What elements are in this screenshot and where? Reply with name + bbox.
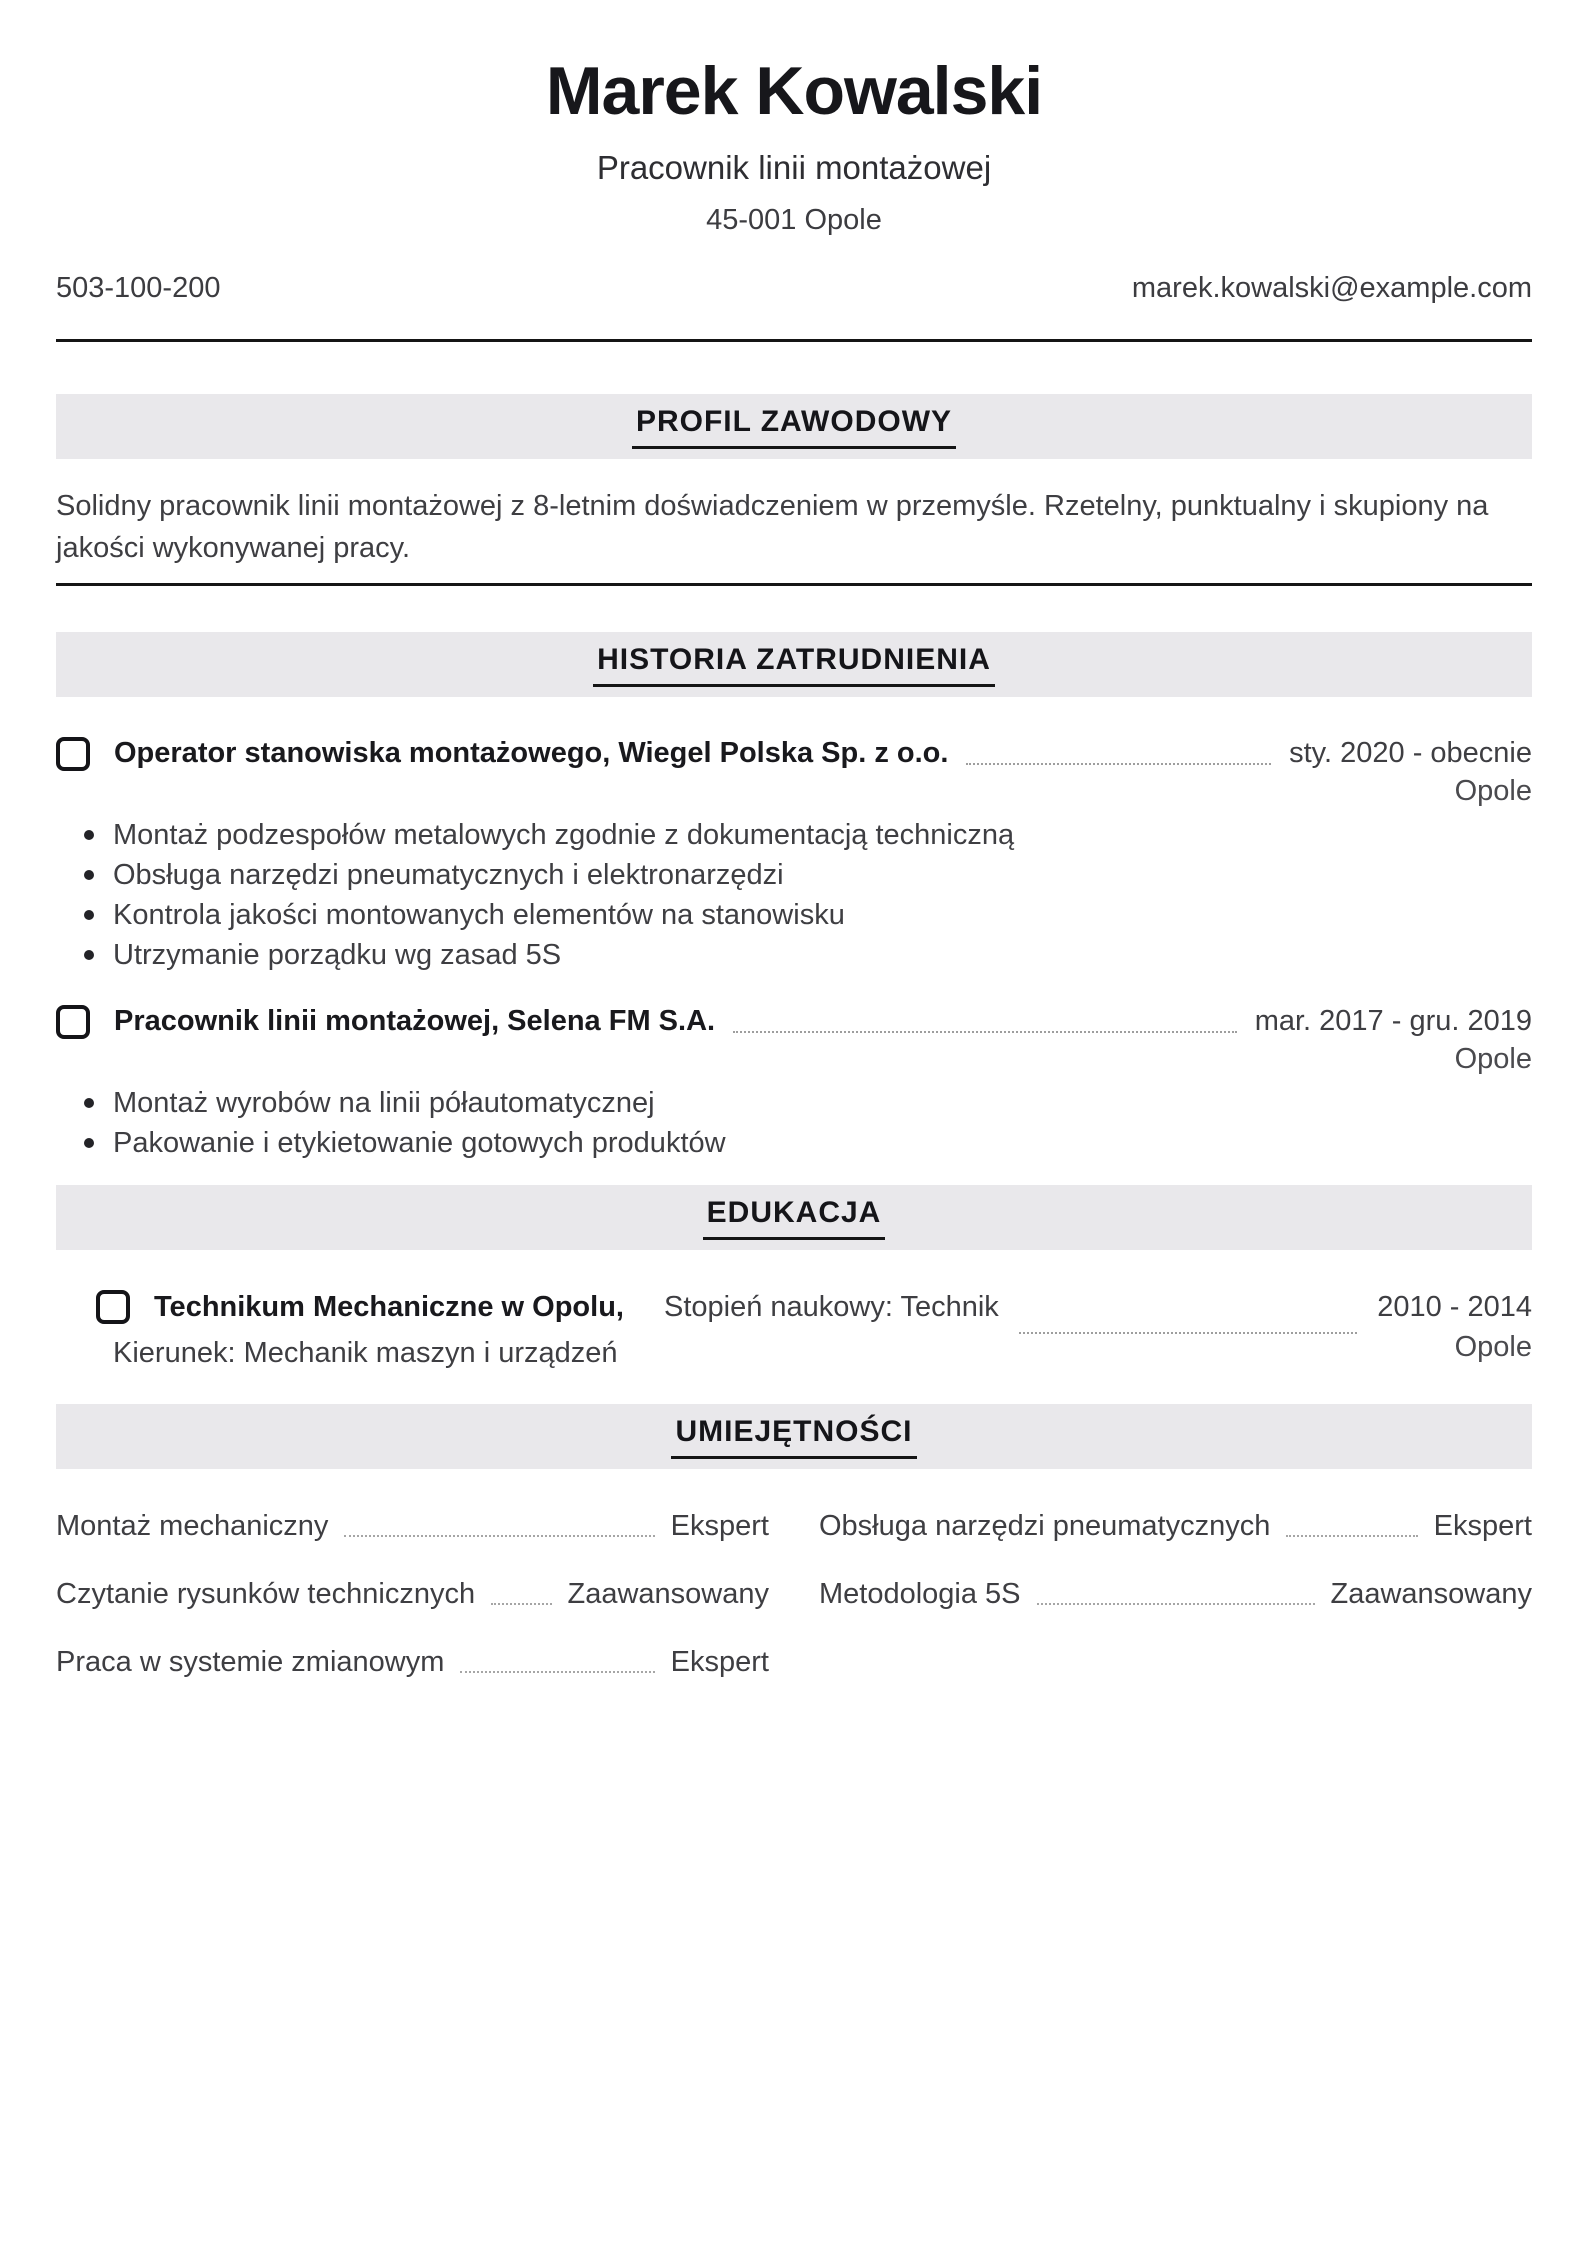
job-location: Opole	[1454, 1043, 1532, 1075]
section-bar-education	[56, 1185, 1532, 1250]
list-item	[56, 895, 1532, 935]
skills-column-right	[819, 1507, 1532, 1711]
candidate-name: Marek Kowalski	[545, 53, 1043, 129]
skill-row	[56, 1507, 769, 1545]
skill-level: Zaawansowany	[567, 1578, 769, 1610]
dotted-leader	[1019, 1288, 1357, 1334]
bullet-icon	[84, 870, 94, 880]
education-school: Technikum Mechaniczne w Opolu,	[154, 1291, 624, 1323]
education-degree: Stopień naukowy: Technik	[664, 1291, 999, 1323]
education-field: Kierunek: Mechanik maszyn i urządzeń	[113, 1337, 618, 1369]
job-dates: sty. 2020 - obecnie	[1289, 737, 1532, 769]
profile-divider	[56, 583, 1532, 586]
checkbox-icon	[56, 737, 90, 771]
bullet-text: Kontrola jakości montowanych elementów na stanowisku	[113, 899, 845, 931]
bullet-text: Obsługa narzędzi pneumatycznych i elektronarzędzi	[113, 859, 784, 891]
job-entry	[56, 1003, 1532, 1163]
contact-row	[56, 269, 1532, 307]
bullet-icon	[84, 950, 94, 960]
phone-number: 503-100-200	[56, 272, 221, 304]
bullet-icon	[84, 910, 94, 920]
profile-summary: Solidny pracownik linii montażowej z 8-letnim doświadczeniem w przemyśle. Rzetelny, punktualny i skupiony na jakości wykonywanej pracy.	[56, 490, 1489, 564]
skill-row	[56, 1643, 769, 1681]
education-main	[56, 1288, 656, 1372]
skill-name: Metodologia 5S	[819, 1578, 1021, 1610]
dotted-leader	[1286, 1507, 1417, 1537]
skill-level: Ekspert	[670, 1646, 769, 1678]
job-title: Operator stanowiska montażowego, Wiegel Polska Sp. z o.o.	[114, 737, 949, 769]
skill-row	[56, 1575, 769, 1613]
list-item	[56, 815, 1532, 855]
skill-name: Praca w systemie zmianowym	[56, 1646, 445, 1678]
education-location: Opole	[1454, 1331, 1532, 1363]
job-bullet-list	[56, 815, 1532, 975]
job-header	[56, 1003, 1532, 1039]
job-title: Pracownik linii montażowej, Selena FM S.A.	[114, 1005, 716, 1037]
section-title-employment: HISTORIA ZATRUDNIENIA	[593, 642, 995, 687]
skill-row	[819, 1507, 1532, 1545]
skill-level: Ekspert	[1433, 1510, 1532, 1542]
skill-name: Montaż mechaniczny	[56, 1510, 329, 1542]
dotted-leader	[344, 1507, 654, 1537]
skill-name: Czytanie rysunków technicznych	[56, 1578, 476, 1610]
candidate-location: 45-001 Opole	[706, 204, 882, 236]
job-location: Opole	[1454, 775, 1532, 807]
bullet-text: Montaż wyrobów na linii półautomatycznej	[113, 1087, 655, 1119]
skill-level: Ekspert	[670, 1510, 769, 1542]
dotted-leader	[460, 1643, 654, 1673]
list-item	[56, 935, 1532, 975]
bullet-text: Utrzymanie porządku wg zasad 5S	[113, 939, 562, 971]
job-entry	[56, 735, 1532, 975]
bullet-text: Pakowanie i etykietowanie gotowych produktów	[113, 1127, 726, 1159]
skills-column-left	[56, 1507, 769, 1711]
header-divider	[56, 339, 1532, 342]
dotted-leader	[491, 1575, 551, 1605]
bullet-text: Montaż podzespołów metalowych zgodnie z dokumentacją techniczną	[113, 819, 1015, 851]
dotted-leader	[966, 735, 1271, 765]
skill-row	[819, 1575, 1532, 1613]
candidate-job-title: Pracownik linii montażowej	[596, 149, 992, 186]
email-address: marek.kowalski@example.com	[1131, 272, 1532, 304]
job-dates: mar. 2017 - gru. 2019	[1254, 1005, 1532, 1037]
job-header	[56, 735, 1532, 771]
checkbox-icon	[96, 1290, 130, 1324]
header	[56, 52, 1532, 239]
bullet-icon	[84, 830, 94, 840]
list-item	[56, 1083, 1532, 1123]
skill-level: Zaawansowany	[1330, 1578, 1532, 1610]
list-item	[56, 1123, 1532, 1163]
dotted-leader	[1037, 1575, 1315, 1605]
checkbox-icon	[56, 1005, 90, 1039]
section-bar-employment	[56, 632, 1532, 697]
job-bullet-list	[56, 1083, 1532, 1163]
section-title-skills: UMIEJĘTNOŚCI	[671, 1414, 916, 1459]
education-entry	[56, 1288, 1532, 1372]
section-title-profile: PROFIL ZAWODOWY	[632, 404, 956, 449]
section-bar-profile	[56, 394, 1532, 459]
skill-name: Obsługa narzędzi pneumatycznych	[819, 1510, 1271, 1542]
education-dates-block	[1377, 1288, 1532, 1372]
education-dates: 2010 - 2014	[1377, 1291, 1532, 1323]
bullet-icon	[84, 1098, 94, 1108]
education-school-row	[96, 1288, 656, 1326]
skills-grid	[56, 1507, 1532, 1711]
section-bar-skills	[56, 1404, 1532, 1469]
dotted-leader	[733, 1003, 1237, 1033]
section-title-education: EDUKACJA	[703, 1195, 886, 1240]
list-item	[56, 855, 1532, 895]
bullet-icon	[84, 1138, 94, 1148]
